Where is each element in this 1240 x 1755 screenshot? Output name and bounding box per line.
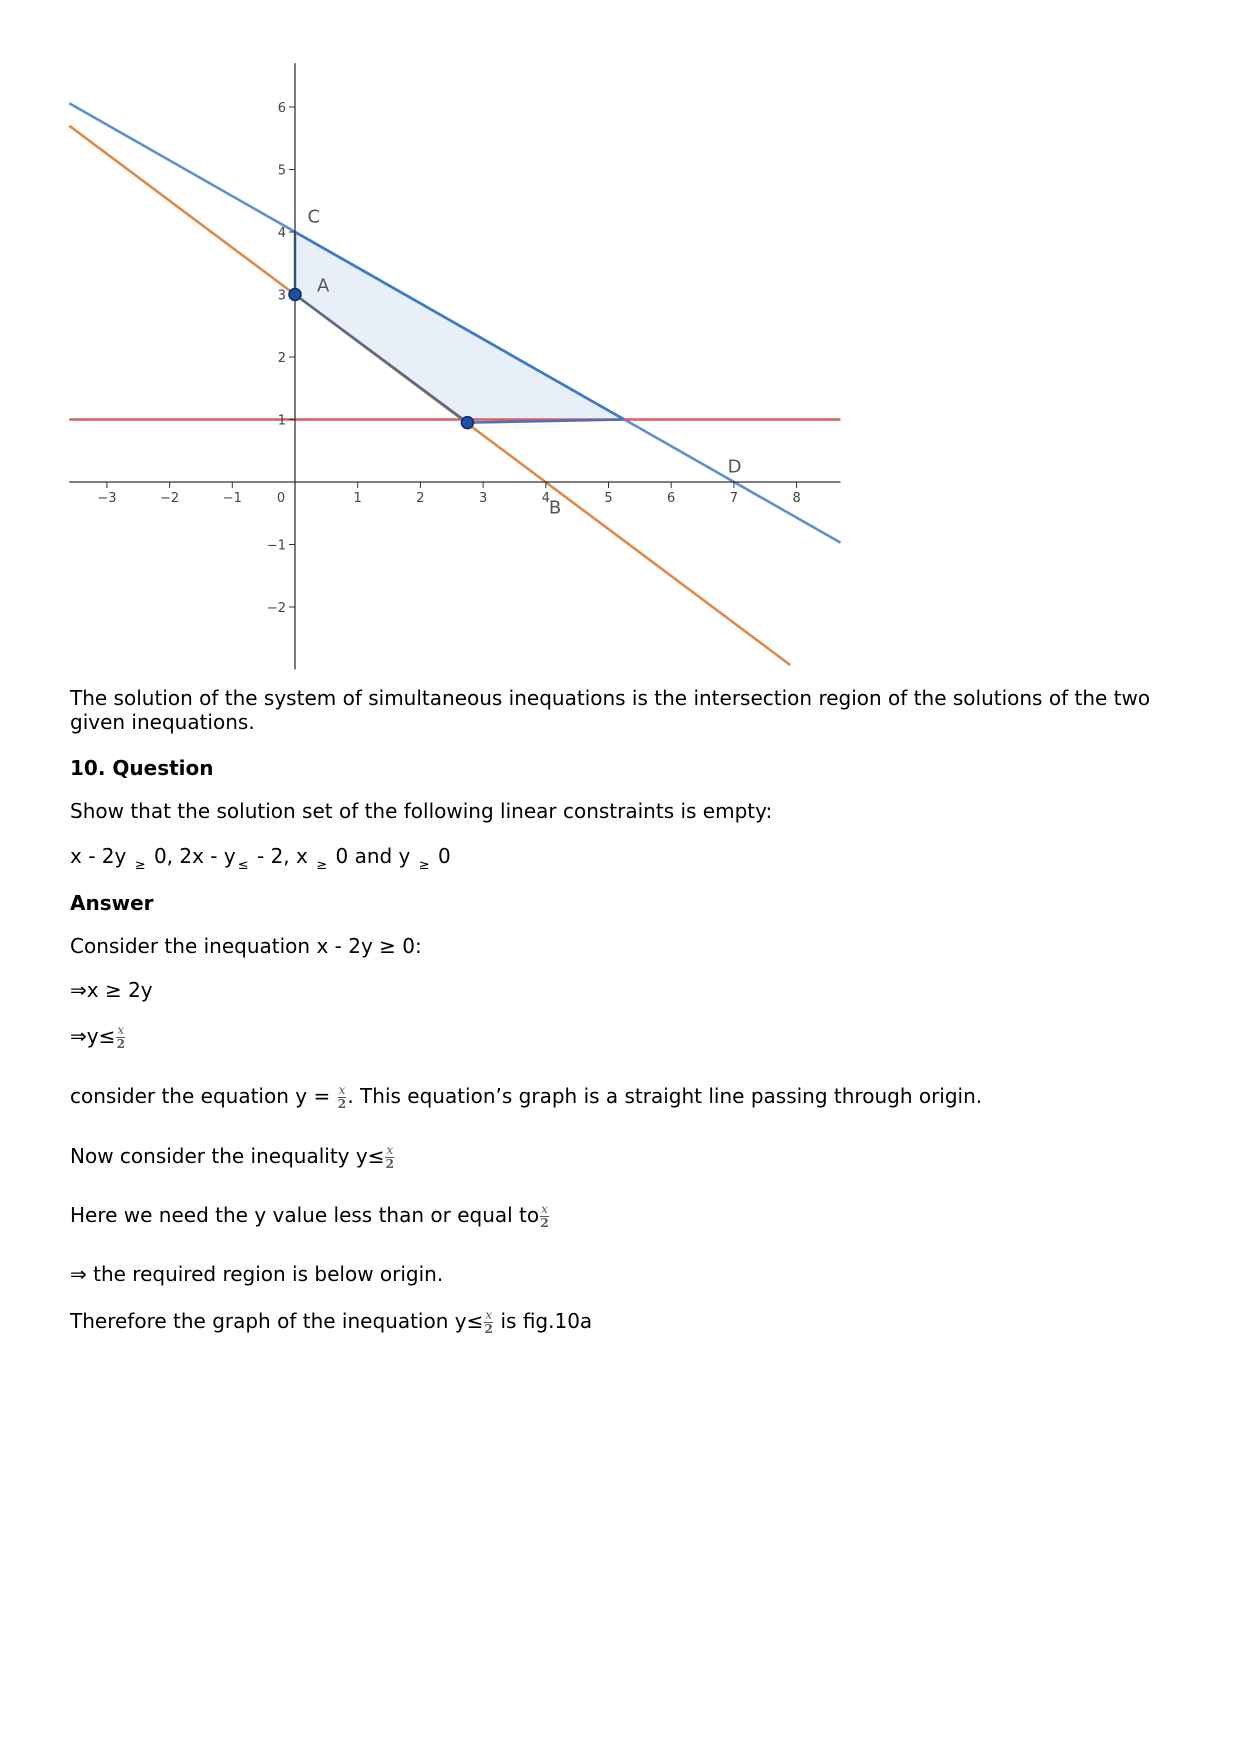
constraint-part-4: 0 and y bbox=[335, 844, 411, 868]
fraction-x-over-2: $\frac{x}{2}$ bbox=[337, 1083, 347, 1111]
x-tick-label: 4 bbox=[541, 491, 550, 506]
y-tick-label: 2 bbox=[277, 351, 286, 366]
x-tick-label: 1 bbox=[353, 491, 362, 506]
x-tick-label: −1 bbox=[222, 491, 242, 506]
fraction-x-over-2: $\frac{x}{2}$ bbox=[385, 1143, 395, 1171]
point-label: C bbox=[307, 206, 321, 228]
fraction-x-over-2: $\frac{x}{2}$ bbox=[484, 1308, 493, 1336]
x-tick-label: 2 bbox=[416, 491, 425, 506]
geq-symbol: ≥ bbox=[134, 858, 146, 873]
constraints-line bbox=[70, 844, 451, 872]
point-label: A bbox=[316, 275, 330, 297]
fraction-x-over-2: $\frac{x}{2}$ bbox=[116, 1023, 125, 1051]
x-tick-label: −3 bbox=[97, 491, 117, 506]
fraction-x-over-2: $\frac{x}{2}$ bbox=[540, 1202, 549, 1230]
answer-heading: Answer bbox=[70, 891, 154, 915]
question-text: Show that the solution set of the following linear constraints is empty: bbox=[70, 799, 773, 823]
answer-line-5: Now consider the inequality y≤ $\frac{x}{2}$ bbox=[70, 1143, 395, 1171]
x-tick-label: 0 bbox=[276, 491, 286, 506]
question-heading: 10. Question bbox=[70, 756, 214, 780]
constraint-part-2: 0, 2x - y bbox=[153, 844, 236, 868]
constraint-part-3: - 2, x bbox=[257, 844, 308, 868]
answer-line-2: ⇒x ≥ 2y bbox=[70, 978, 153, 1002]
vertex-point bbox=[461, 417, 473, 429]
x-tick-label: 8 bbox=[792, 491, 801, 506]
y-tick-label: −1 bbox=[266, 538, 286, 554]
inequality-graph bbox=[0, 0, 1240, 680]
y-tick-label: 5 bbox=[277, 163, 286, 179]
constraint-part-5: 0 bbox=[438, 844, 451, 868]
answer-line-4: consider the equation y = $\frac{x}{2}$ . This equation’s graph is a straight line passing through origin. bbox=[70, 1083, 983, 1111]
x-tick-label: 5 bbox=[604, 491, 613, 506]
geq-symbol: ≥ bbox=[316, 858, 328, 873]
answer-line-1: Consider the inequation x - 2y ≥ 0: bbox=[70, 934, 422, 958]
y-tick-label: 4 bbox=[277, 226, 286, 241]
x-tick-label: −2 bbox=[160, 491, 180, 506]
constraint-part-1: x - 2y bbox=[70, 844, 127, 868]
y-tick-label: 6 bbox=[277, 101, 286, 116]
point-label: B bbox=[548, 497, 562, 519]
leq-symbol: ≤ bbox=[237, 858, 249, 873]
x-tick-label: 6 bbox=[667, 491, 676, 506]
x-tick-label: 3 bbox=[478, 491, 488, 506]
answer-line-7: ⇒ the required region is below origin. bbox=[70, 1262, 444, 1286]
vertex-point bbox=[289, 289, 301, 301]
y-tick-label: −2 bbox=[266, 601, 286, 616]
y-tick-label: 3 bbox=[277, 288, 286, 304]
answer-line-8: Therefore the graph of the inequation y≤ $\frac{x}{2}$ is fig.10a bbox=[70, 1308, 593, 1336]
solution-paragraph: The solution of the system of simultaneous inequations is the intersection region of the solutions of the two given inequations. bbox=[70, 686, 1151, 734]
answer-line-6: Here we need the y value less than or equal to $\frac{x}{2}$ bbox=[70, 1202, 549, 1230]
x-tick-label: 7 bbox=[729, 491, 739, 506]
answer-line-3: ⇒y≤ $\frac{x}{2}$ bbox=[70, 1023, 125, 1051]
geq-symbol: ≥ bbox=[418, 858, 430, 873]
y-tick-label: 1 bbox=[277, 413, 286, 429]
point-label: D bbox=[727, 456, 742, 478]
